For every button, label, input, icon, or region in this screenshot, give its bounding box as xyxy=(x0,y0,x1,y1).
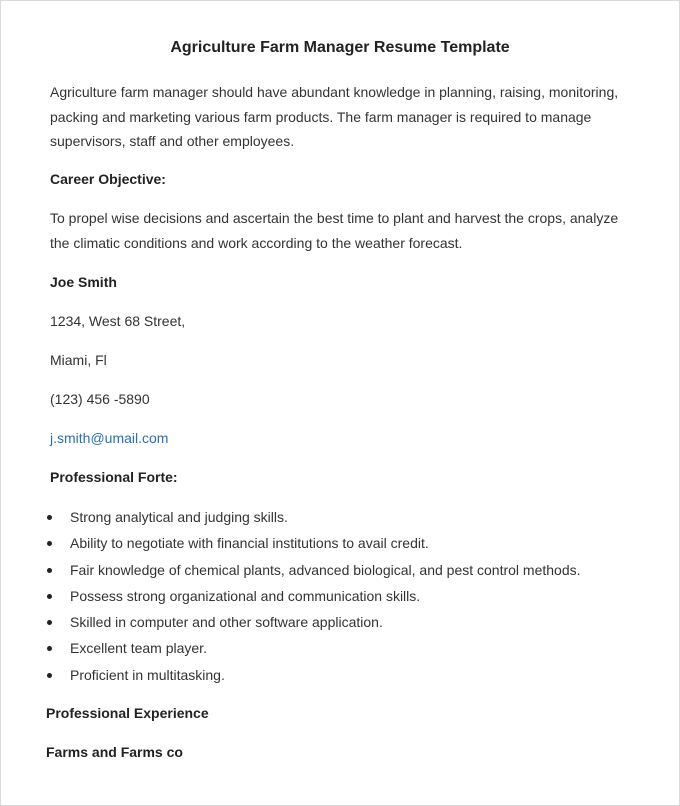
company-name: Farms and Farms co xyxy=(46,744,183,760)
professional-forte-list xyxy=(1,504,679,688)
career-objective-heading: Career Objective: xyxy=(50,171,166,187)
contact-name: Joe Smith xyxy=(50,274,117,290)
professional-experience-heading: Professional Experience xyxy=(46,705,209,721)
email-link[interactable]: j.smith@umail.com xyxy=(50,430,169,446)
page-title: Agriculture Farm Manager Resume Template xyxy=(170,39,510,56)
list-item: Possess strong organizational and communication skills. xyxy=(1,583,679,609)
address-line-2: Miami, Fl xyxy=(50,352,107,368)
intro-paragraph: Agriculture farm manager should have abundant knowledge in planning, raising, monitoring, packing and marketing various farm products. The farm manager is required to manage supervisors, staff and other employees. xyxy=(50,84,619,149)
professional-forte-heading: Professional Forte: xyxy=(50,469,178,485)
list-item: Proficient in multitasking. xyxy=(1,662,679,688)
phone-number: (123) 456 -5890 xyxy=(50,391,150,407)
list-item: Fair knowledge of chemical plants, advanced biological, and pest control methods. xyxy=(1,557,679,583)
list-item: Skilled in computer and other software application. xyxy=(1,609,679,635)
list-item: Ability to negotiate with financial institutions to avail credit. xyxy=(1,530,679,556)
career-objective-text: To propel wise decisions and ascertain the best time to plant and harvest the crops, analyze the climatic conditions and work according to the weather forecast. xyxy=(50,210,619,251)
list-item: Excellent team player. xyxy=(1,635,679,661)
address-line-1: 1234, West 68 Street, xyxy=(50,313,186,329)
list-item: Strong analytical and judging skills. xyxy=(1,504,679,530)
